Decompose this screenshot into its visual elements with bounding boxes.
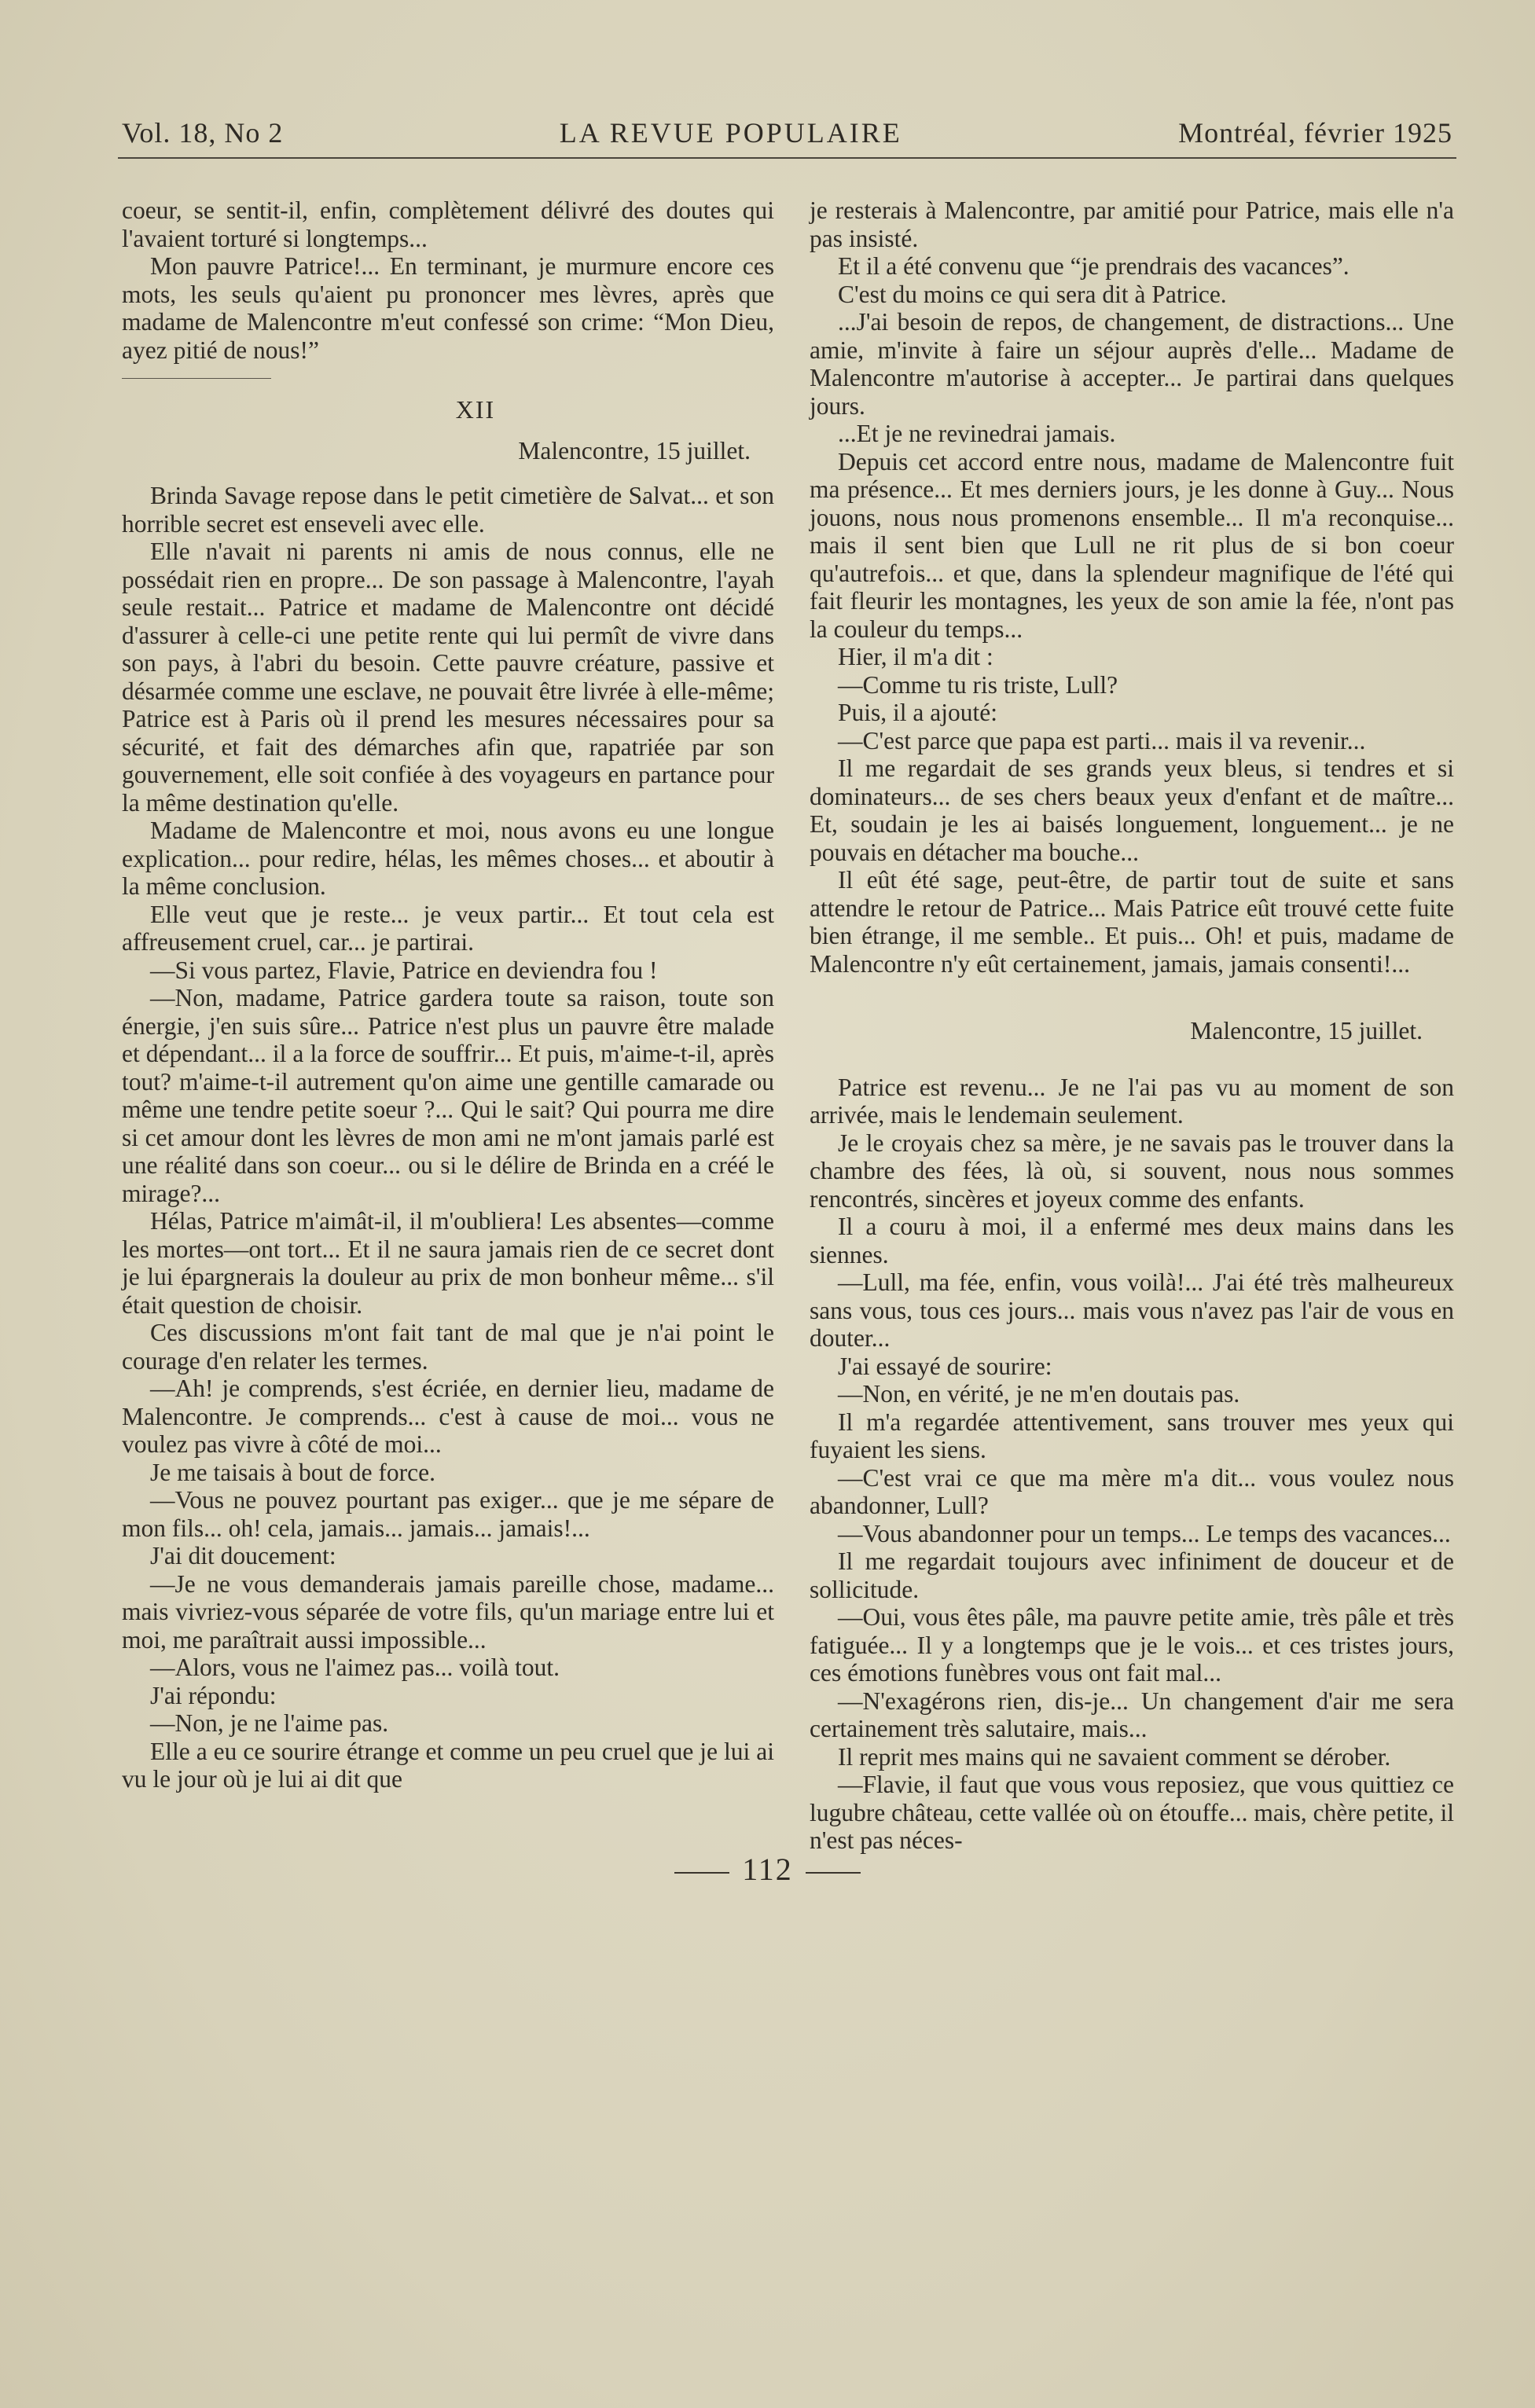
paragraph: coeur, se sentit-il, enfin, complètement délivré des doutes qui l'avaient torturé si longtemps...: [122, 196, 774, 252]
paragraph: Ces discussions m'ont fait tant de mal que je n'ai point le courage d'en relater les termes.: [122, 1319, 774, 1375]
folio-dash: [674, 1872, 729, 1874]
paragraph: —Oui, vous êtes pâle, ma pauvre petite amie, très pâle et très fatiguée... Il y a longtemps que je le vois... et ces tristes jours, ces émotions funèbres vous ont fait mal...: [810, 1603, 1454, 1687]
paragraph: —Je ne vous demanderais jamais pareille chose, madame... mais vivriez-vous séparée de votre fils, qu'un mariage entre lui et moi, me paraîtrait aussi impossible...: [122, 1569, 774, 1654]
volume-number: Vol. 18, No 2: [122, 117, 284, 149]
paragraph: Depuis cet accord entre nous, madame de Malencontre fuit ma présence... Et mes derniers jours, je les donne à Guy... Nous jouons, nous nous promenons ensemble... Il m'a reconquise... mais il sent bien que Lull ne rit plus de si bon coeur qu'autrefois... et que, dans la splendeur magnifique de l'été qui fait fleurir les montagnes, les yeux de son amie la fée, n'ont pas la couleur du temps...: [810, 447, 1454, 643]
paragraph: —Si vous partez, Flavie, Patrice en deviendra fou !: [150, 956, 658, 984]
page-footer: [0, 1851, 1535, 1888]
paragraph: —C'est parce que papa est parti... mais il va revenir...: [838, 726, 1366, 754]
paragraph: Madame de Malencontre et moi, nous avons eu une longue explication... pour redire, hélas, les mêmes choses... et aboutir à la même conclusion.: [122, 817, 774, 900]
magazine-title: LA REVUE POPULAIRE: [559, 117, 902, 149]
paragraph: —Vous abandonner pour un temps... Le temps des vacances...: [838, 1519, 1451, 1547]
dateline: Malencontre, 15 juillet.: [518, 436, 751, 464]
paragraph: —Non, en vérité, je ne m'en doutais pas.: [838, 1380, 1240, 1408]
paragraph: Il a couru à moi, il a enfermé mes deux mains dans les siennes.: [810, 1213, 1454, 1268]
paragraph: Elle n'avait ni parents ni amis de nous connus, elle ne possédait rien en propre... De son passage à Malencontre, l'ayah seule restait... Patrice et madame de Malencontre ont décidé d'assurer à celle-ci une petite rente qui lui permît de vivre dans son pays, à l'abri du besoin. Cette pauvre créature, passive et désarmée comme une esclave, ne pouvait être livrée à elle-même; Patrice est à Paris où il prend les mesures nécessaires pour sa sécurité, et fait des démarches afin que, rapatriée par son gouvernement, elle soit confiée à des voyageurs en partance pour la même destination qu'elle.: [122, 538, 774, 817]
paragraph: Puis, il a ajouté:: [838, 699, 997, 726]
right-column: [810, 196, 1454, 1855]
paragraph: J'ai répondu:: [150, 1681, 277, 1709]
paragraph: —Flavie, il faut que vous vous reposiez, que vous quittiez ce lugubre château, cette vallée où on étouffe... mais, chère petite, il n'est pas néces-: [810, 1771, 1454, 1854]
paragraph: Je le croyais chez sa mère, je ne savais pas le trouver dans la chambre des fées, là où, si souvent, nous nous sommes rencontrés, sincères et joyeux comme des enfants.: [810, 1129, 1454, 1213]
section-number: XII: [455, 395, 496, 424]
paragraph: Elle veut que je reste... je veux partir... Et tout cela est affreusement cruel, car... je partirai.: [122, 900, 774, 956]
paragraph: Mon pauvre Patrice!... En terminant, je murmure encore ces mots, les seuls qu'aient pu prononcer mes lèvres, après que madame de Malencontre m'eut confessé son crime: “Mon Dieu, ayez pitié de nous!”: [122, 252, 774, 364]
paragraph: —Lull, ma fée, enfin, vous voilà!... J'ai été très malheureux sans vous, tous ces jours... mais vous n'avez pas l'air de vous en douter...: [810, 1268, 1454, 1352]
paragraph: C'est du moins ce qui sera dit à Patrice.: [838, 280, 1227, 308]
header-rule: [118, 157, 1456, 159]
issue-place-date: Montréal, février 1925: [1178, 117, 1452, 149]
folio-dash: [806, 1872, 861, 1874]
section-divider: [122, 378, 271, 379]
paragraph: —Ah! je comprends, s'est écriée, en dernier lieu, madame de Malencontre. Je comprends... c'est à cause de moi... vous ne voulez pas vivre à côté de moi...: [122, 1375, 774, 1458]
paragraph: je resterais à Malencontre, par amitié pour Patrice, mais elle n'a pas insisté.: [810, 196, 1454, 252]
paragraph: Il m'a regardée attentivement, sans trouver mes yeux qui fuyaient les siens.: [810, 1408, 1454, 1463]
paragraph: —N'exagérons rien, dis-je... Un changement d'air me sera certainement très salutaire, mais...: [810, 1687, 1454, 1742]
paragraph: —Comme tu ris triste, Lull?: [838, 670, 1118, 699]
paragraph: J'ai essayé de sourire:: [838, 1352, 1052, 1380]
paragraph: Il eût été sage, peut-être, de partir tout de suite et sans attendre le retour de Patrice... Mais Patrice eût trouvé cette fuite bien étrange, il me semble.. Et puis... Oh! et puis, madame de Malencontre n'y eût certainement, jamais, jamais consenti!...: [810, 866, 1454, 978]
paragraph: —Alors, vous ne l'aimez pas... voilà tout.: [150, 1654, 560, 1681]
dateline: Malencontre, 15 juillet.: [1190, 1017, 1423, 1044]
paragraph: Je me taisais à bout de force.: [150, 1458, 435, 1486]
paragraph: Il me regardait de ses grands yeux bleus, si tendres et si dominateurs... de ses chers beaux yeux d'enfant et de maître... Et, soudain je les ai baisés longuement, longuement... je ne pouvais en détacher ma bouche...: [810, 754, 1454, 866]
paragraph: J'ai dit doucement:: [150, 1542, 336, 1569]
paragraph: ...Et je ne revinedrai jamais.: [838, 420, 1116, 447]
paragraph: Brinda Savage repose dans le petit cimetière de Salvat... et son horrible secret est enseveli avec elle.: [122, 482, 774, 538]
paragraph: Patrice est revenu... Je ne l'ai pas vu au moment de son arrivée, mais le lendemain seulement.: [810, 1073, 1454, 1129]
paragraph: Et il a été convenu que “je prendrais des vacances”.: [838, 252, 1350, 280]
paragraph: Elle a eu ce sourire étrange et comme un peu cruel que je lui ai vu le jour où je lui ai dit que: [122, 1737, 774, 1793]
paragraph: ...J'ai besoin de repos, de changement, de distractions... Une amie, m'invite à faire un séjour auprès d'elle... Madame de Malencontre m'autorise à accepter... Je partirai dans quelques jours.: [810, 308, 1454, 420]
paragraph: —Vous ne pouvez pourtant pas exiger... que je me sépare de mon fils... oh! cela, jamais... jamais... jamais!...: [122, 1486, 774, 1542]
paragraph: —Non, madame, Patrice gardera toute sa raison, toute son énergie, j'en suis sûre... Patrice n'est plus un pauvre être malade et dépendant... il a la force de souffrir... Et puis, m'aime-t-il, après tout? m'aime-t-il autrement qu'on aime une gentille camarade ou même une tendre petite soeur ?... Qui le sait? Qui pourra me dire si cet amour dont les lèvres de mon ami ne m'ont jamais parlé est une réalité dans son coeur... ou si le délire de Brinda en a créé le mirage?...: [122, 984, 774, 1207]
paragraph: —C'est vrai ce que ma mère m'a dit... vous voulez nous abandonner, Lull?: [810, 1463, 1454, 1519]
paragraph: Hélas, Patrice m'aimât-il, il m'oubliera! Les absentes—comme les mortes—ont tort... Et il ne saura jamais rien de ce secret dont je lui épargnerais la douleur au prix de mon bonheur même... s'il était question de choisir.: [122, 1207, 774, 1319]
paragraph: —Non, je ne l'aime pas.: [150, 1709, 389, 1737]
paragraph: Il reprit mes mains qui ne savaient comment se dérober.: [838, 1742, 1391, 1771]
paragraph: Hier, il m'a dit :: [838, 643, 993, 670]
paragraph: Il me regardait toujours avec infiniment de douceur et de sollicitude.: [810, 1547, 1454, 1603]
page-number: 112: [742, 1852, 793, 1887]
left-column: [122, 196, 774, 1793]
running-head: [122, 116, 1452, 152]
